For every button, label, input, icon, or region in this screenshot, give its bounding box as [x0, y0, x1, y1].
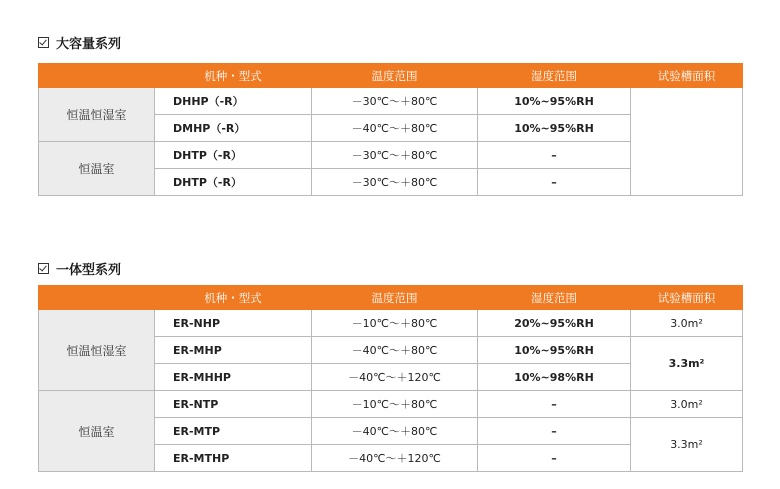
- temperature-cell: －30℃～＋80℃: [312, 169, 478, 196]
- area-cell: 3.0m²: [631, 310, 743, 337]
- area-cell: 3.3m²: [631, 418, 743, 472]
- header-category: [39, 64, 155, 88]
- humidity-cell: 10%~95%RH: [478, 115, 631, 142]
- model-cell: ER-MTHP: [155, 445, 312, 472]
- spec-table-large-capacity: [38, 63, 743, 196]
- humidity-cell: –: [478, 391, 631, 418]
- table-header-row: [39, 64, 743, 88]
- area-cell: 3.3m²: [631, 337, 743, 391]
- header-humidity: 湿度范围: [478, 64, 631, 88]
- humidity-cell: –: [478, 445, 631, 472]
- category-cell: 恒温恒湿室: [39, 310, 155, 391]
- category-cell: 恒温恒湿室: [39, 88, 155, 142]
- model-cell: ER-MTP: [155, 418, 312, 445]
- header-area: 试验槽面积: [631, 286, 743, 310]
- humidity-cell: –: [478, 169, 631, 196]
- area-cell-empty: [631, 88, 743, 196]
- header-humidity: 湿度范围: [478, 286, 631, 310]
- section-title-large-capacity: [38, 32, 121, 52]
- category-cell: 恒温室: [39, 142, 155, 196]
- temperature-cell: －10℃～＋80℃: [312, 310, 478, 337]
- humidity-cell: 10%~95%RH: [478, 88, 631, 115]
- table-row: [39, 310, 743, 337]
- humidity-cell: –: [478, 142, 631, 169]
- header-category: [39, 286, 155, 310]
- humidity-cell: 20%~95%RH: [478, 310, 631, 337]
- checkbox-icon: [38, 37, 49, 48]
- header-model: 机种・型式: [155, 64, 312, 88]
- temperature-cell: －30℃～＋80℃: [312, 142, 478, 169]
- spec-table-integrated: [38, 285, 743, 472]
- section-title-text: 大容量系列: [56, 36, 122, 52]
- model-cell: DHHP（-R）: [155, 88, 312, 115]
- section-title-text: 一体型系列: [56, 262, 122, 278]
- model-cell: ER-MHP: [155, 337, 312, 364]
- humidity-cell: 10%~98%RH: [478, 364, 631, 391]
- humidity-cell: 10%~95%RH: [478, 337, 631, 364]
- model-cell: DMHP（-R）: [155, 115, 312, 142]
- category-cell: 恒温室: [39, 391, 155, 472]
- section-title-integrated: [38, 258, 121, 278]
- temperature-cell: －40℃～＋80℃: [312, 337, 478, 364]
- model-cell: DHTP（-R）: [155, 142, 312, 169]
- model-cell: DHTP（-R）: [155, 169, 312, 196]
- table-row: [39, 88, 743, 115]
- temperature-cell: －40℃～＋80℃: [312, 115, 478, 142]
- temperature-cell: －40℃～＋120℃: [312, 445, 478, 472]
- model-cell: ER-NTP: [155, 391, 312, 418]
- checkbox-icon: [38, 263, 49, 274]
- header-temperature: 温度范围: [312, 64, 478, 88]
- table-header-row: [39, 286, 743, 310]
- temperature-cell: －40℃～＋120℃: [312, 364, 478, 391]
- model-cell: ER-MHHP: [155, 364, 312, 391]
- temperature-cell: －30℃～＋80℃: [312, 88, 478, 115]
- temperature-cell: －40℃～＋80℃: [312, 418, 478, 445]
- header-model: 机种・型式: [155, 286, 312, 310]
- model-cell: ER-NHP: [155, 310, 312, 337]
- temperature-cell: －10℃～＋80℃: [312, 391, 478, 418]
- header-temperature: 温度范围: [312, 286, 478, 310]
- header-area: 试验槽面积: [631, 64, 743, 88]
- humidity-cell: –: [478, 418, 631, 445]
- table-row: [39, 391, 743, 418]
- area-cell: 3.0m²: [631, 391, 743, 418]
